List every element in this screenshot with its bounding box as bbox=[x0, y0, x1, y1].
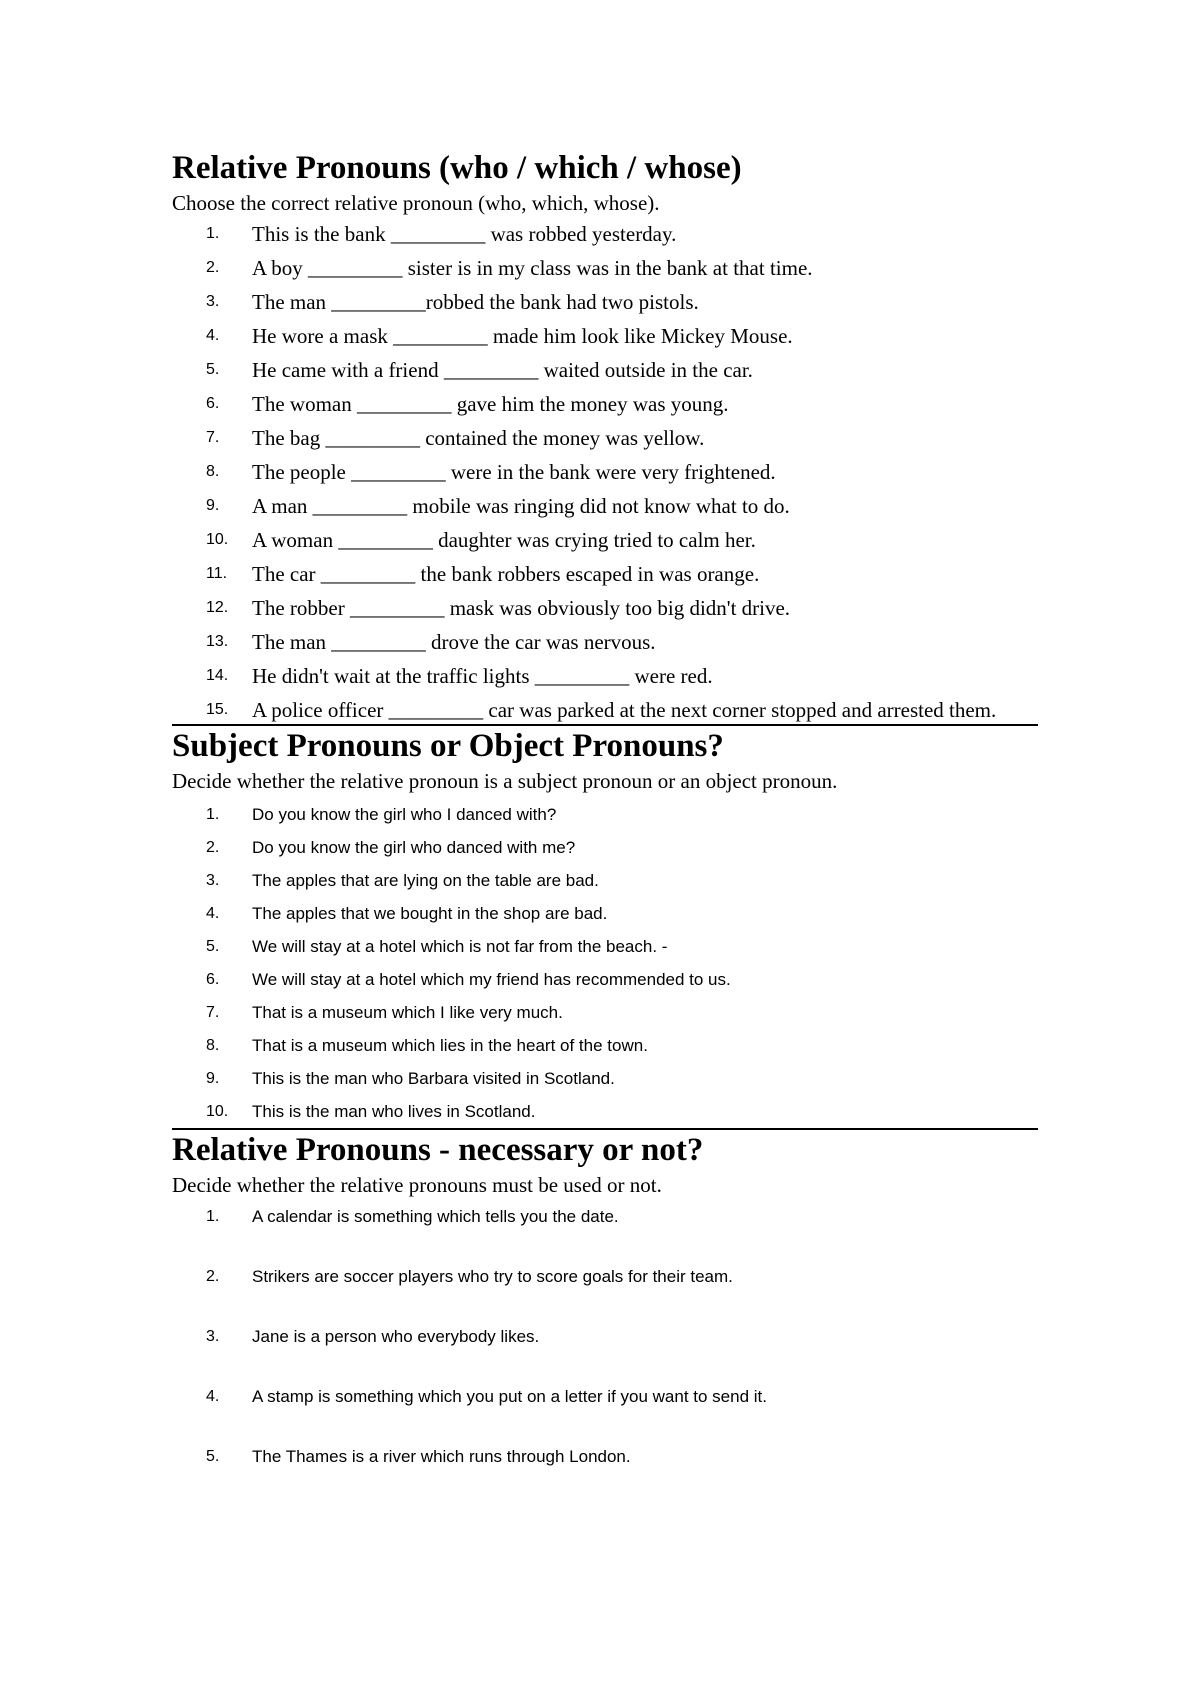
worksheet-page bbox=[172, 148, 1038, 1502]
list-item bbox=[172, 594, 1038, 628]
item-text: The apples that we bought in the shop are bad. bbox=[252, 904, 608, 923]
item-text: This is the man who Barbara visited in Scotland. bbox=[252, 1069, 615, 1088]
list-item bbox=[172, 963, 1038, 996]
item-number: 2. bbox=[206, 259, 220, 276]
item-text: The man _________ drove the car was nervous. bbox=[252, 630, 656, 654]
item-text: A stamp is something which you put on a letter if you want to send it. bbox=[252, 1387, 767, 1406]
item-number: 6. bbox=[206, 971, 220, 988]
item-text: That is a museum which lies in the heart of the town. bbox=[252, 1036, 648, 1055]
list-item bbox=[172, 424, 1038, 458]
list-item bbox=[172, 220, 1038, 254]
list-item bbox=[172, 458, 1038, 492]
list-item bbox=[172, 1095, 1038, 1128]
item-text: That is a museum which I like very much. bbox=[252, 1003, 563, 1022]
list-item bbox=[172, 662, 1038, 696]
item-number: 10. bbox=[206, 531, 229, 548]
section-instructions: Decide whether the relative pronoun is a subject pronoun or an object pronoun. bbox=[172, 769, 838, 793]
item-text: The people _________ were in the bank were very frightened. bbox=[252, 460, 776, 484]
item-number: 11. bbox=[206, 565, 228, 582]
item-number: 4. bbox=[206, 905, 220, 922]
item-text: This is the man who lives in Scotland. bbox=[252, 1102, 536, 1121]
list-item bbox=[172, 322, 1038, 356]
list-item bbox=[172, 254, 1038, 288]
item-text: The robber _________ mask was obviously too big didn't drive. bbox=[252, 596, 791, 620]
section-title: Relative Pronouns - necessary or not? bbox=[172, 1132, 704, 1168]
item-number: 5. bbox=[206, 938, 220, 955]
list-item bbox=[172, 526, 1038, 560]
list-item bbox=[172, 897, 1038, 930]
item-number: 6. bbox=[206, 395, 220, 412]
list-item bbox=[172, 696, 1038, 724]
list-item bbox=[172, 831, 1038, 864]
list-item bbox=[172, 930, 1038, 963]
item-text: He came with a friend _________ waited outside in the car. bbox=[252, 358, 753, 382]
item-text: A calendar is something which tells you the date. bbox=[252, 1207, 619, 1226]
list-item bbox=[172, 996, 1038, 1029]
item-text: The car _________ the bank robbers escaped in was orange. bbox=[252, 562, 760, 586]
item-number: 3. bbox=[206, 293, 220, 310]
item-number: 8. bbox=[206, 463, 220, 480]
list-item bbox=[172, 1029, 1038, 1062]
section-title: Subject Pronouns or Object Pronouns? bbox=[172, 728, 724, 764]
section-subject-object-pronouns bbox=[172, 726, 1038, 1130]
item-text: We will stay at a hotel which is not far from the beach. - bbox=[252, 937, 668, 956]
list-item bbox=[172, 1382, 1038, 1412]
list-item bbox=[172, 1062, 1038, 1095]
list-item bbox=[172, 288, 1038, 322]
item-text: Jane is a person who everybody likes. bbox=[252, 1327, 540, 1346]
section-instructions: Decide whether the relative pronouns must be used or not. bbox=[172, 1173, 662, 1197]
item-text: This is the bank _________ was robbed yesterday. bbox=[252, 222, 677, 246]
list-item bbox=[172, 864, 1038, 897]
exercise-list bbox=[172, 220, 1038, 724]
item-number: 1. bbox=[206, 1208, 220, 1225]
section-instructions: Choose the correct relative pronoun (who, which, whose). bbox=[172, 191, 660, 215]
item-number: 7. bbox=[206, 1004, 220, 1021]
item-text: Do you know the girl who danced with me? bbox=[252, 838, 576, 857]
list-item bbox=[172, 560, 1038, 594]
item-text: The man _________robbed the bank had two pistols. bbox=[252, 290, 699, 314]
item-number: 14. bbox=[206, 667, 229, 684]
item-text: We will stay at a hotel which my friend has recommended to us. bbox=[252, 970, 731, 989]
list-item bbox=[172, 1202, 1038, 1232]
item-number: 10. bbox=[206, 1103, 229, 1120]
section-relative-pronouns bbox=[172, 148, 1038, 726]
item-text: He didn't wait at the traffic lights _________ were red. bbox=[252, 664, 713, 688]
item-number: 2. bbox=[206, 839, 220, 856]
item-number: 1. bbox=[206, 806, 220, 823]
item-number: 15. bbox=[206, 701, 229, 718]
item-text: A police officer _________ car was parked at the next corner stopped and arrested them. bbox=[252, 698, 997, 722]
item-number: 3. bbox=[206, 872, 220, 889]
item-number: 1. bbox=[206, 225, 220, 242]
list-item bbox=[172, 390, 1038, 424]
item-text: Strikers are soccer players who try to score goals for their team. bbox=[252, 1267, 733, 1286]
item-number: 2. bbox=[206, 1268, 220, 1285]
item-number: 5. bbox=[206, 1448, 220, 1465]
exercise-list bbox=[172, 1202, 1038, 1472]
item-text: The Thames is a river which runs through London. bbox=[252, 1447, 631, 1466]
item-text: The apples that are lying on the table are bad. bbox=[252, 871, 599, 890]
list-item bbox=[172, 798, 1038, 831]
item-number: 9. bbox=[206, 497, 220, 514]
item-text: A man _________ mobile was ringing did not know what to do. bbox=[252, 494, 790, 518]
item-text: A woman _________ daughter was crying tried to calm her. bbox=[252, 528, 756, 552]
item-number: 5. bbox=[206, 361, 220, 378]
item-text: Do you know the girl who I danced with? bbox=[252, 805, 557, 824]
item-number: 13. bbox=[206, 633, 229, 650]
list-item bbox=[172, 1262, 1038, 1292]
item-number: 3. bbox=[206, 1328, 220, 1345]
item-text: A boy _________ sister is in my class was in the bank at that time. bbox=[252, 256, 813, 280]
list-item bbox=[172, 356, 1038, 390]
exercise-list bbox=[172, 798, 1038, 1128]
section-necessary-or-not bbox=[172, 1130, 1038, 1472]
item-text: He wore a mask _________ made him look like Mickey Mouse. bbox=[252, 324, 793, 348]
list-item bbox=[172, 1442, 1038, 1472]
item-text: The bag _________ contained the money was yellow. bbox=[252, 426, 705, 450]
list-item bbox=[172, 628, 1038, 662]
item-number: 8. bbox=[206, 1037, 220, 1054]
section-title: Relative Pronouns (who / which / whose) bbox=[172, 150, 742, 186]
list-item bbox=[172, 492, 1038, 526]
item-number: 12. bbox=[206, 599, 229, 616]
item-text: The woman _________ gave him the money was young. bbox=[252, 392, 729, 416]
item-number: 9. bbox=[206, 1070, 220, 1087]
item-number: 7. bbox=[206, 429, 220, 446]
item-number: 4. bbox=[206, 1388, 220, 1405]
item-number: 4. bbox=[206, 327, 220, 344]
list-item bbox=[172, 1322, 1038, 1352]
